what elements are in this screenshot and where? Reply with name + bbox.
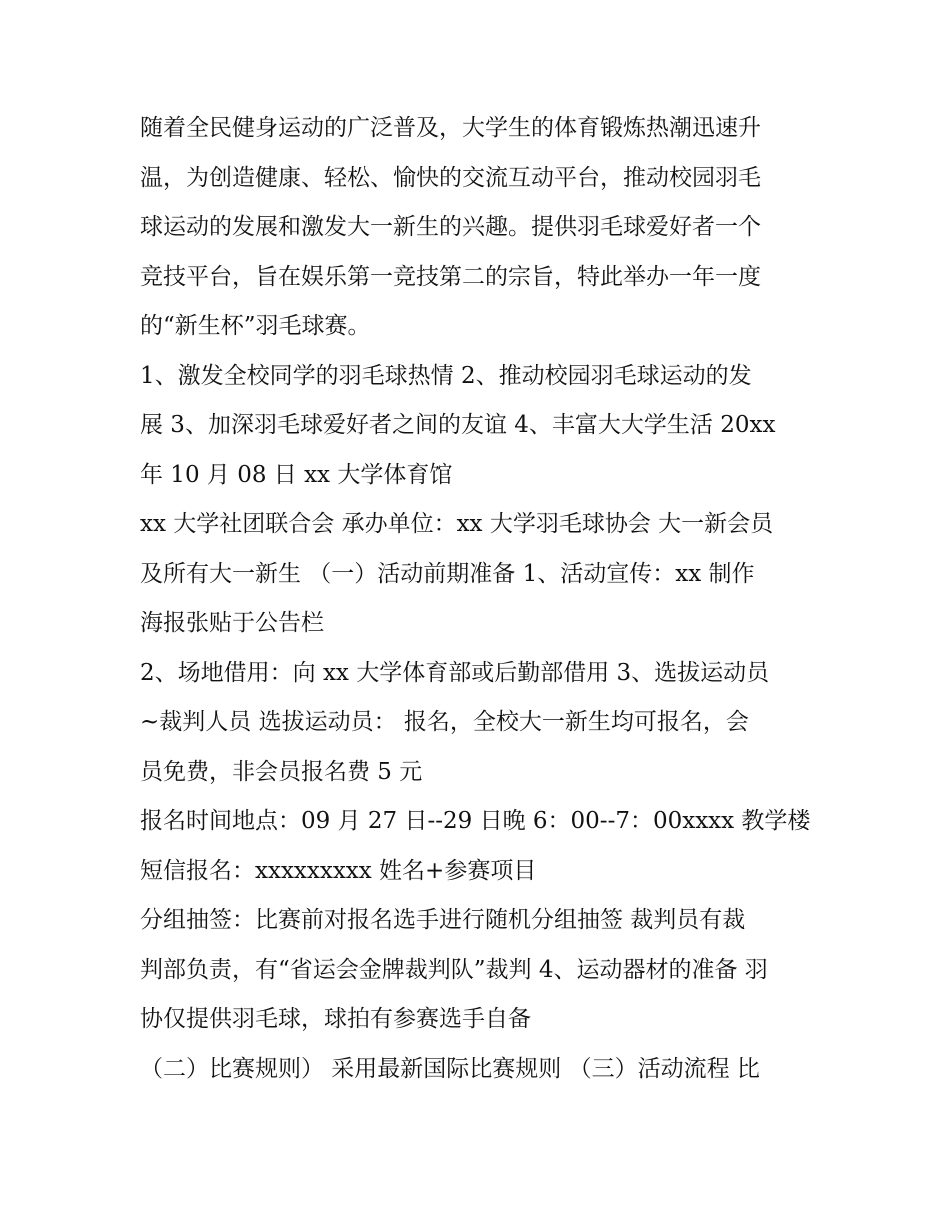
text-line: ~裁判人员 选拔运动员： 报名，全校大一新生均可报名，会 — [140, 709, 749, 735]
text-line: 竞技平台，旨在娱乐第一竞技第二的宗旨，特此举办一年一度 — [140, 263, 761, 290]
text-line: 海报张贴于公告栏 — [140, 610, 324, 636]
document-body — [140, 104, 812, 1094]
text-line: 温，为创造健康、轻松、愉快的交流互动平台，推动校园羽毛 — [140, 164, 761, 191]
text-line: 1、激发全校同学的羽毛球热情 2、推动校园羽毛球运动的发 — [140, 362, 752, 389]
text-line: 球运动的发展和激发大一新生的兴趣。提供羽毛球爱好者一个 — [140, 214, 761, 240]
paragraph-registration-time — [140, 797, 812, 896]
text-line: 展 3、加深羽毛球爱好者之间的友谊 4、丰富大大学生活 20xx — [140, 412, 776, 438]
text-line: 协仅提供羽毛球，球拍有参赛选手自备 — [140, 1006, 531, 1032]
text-line: 报名时间地点：09 月 27 日--29 日晚 6：00--7：00xxxx 教学楼 — [140, 808, 811, 834]
text-line: xx 大学社团联合会 承办单位：xx 大学羽毛球协会 大一新会员 — [140, 511, 774, 537]
paragraph-venue-registration — [140, 649, 812, 798]
text-line: 分组抽签：比赛前对报名选手进行随机分组抽签 裁判员有裁 — [140, 907, 746, 933]
paragraph-purpose — [140, 352, 812, 501]
text-line: 短信报名：xxxxxxxxx 姓名+参赛项目 — [140, 857, 537, 884]
paragraph-intro — [140, 104, 812, 352]
paragraph-draw-referees — [140, 896, 812, 1045]
text-line: 随着全民健身运动的广泛普及，大学生的体育锻炼热潮迅速升 — [140, 115, 761, 141]
text-line: 的“新生杯”羽毛球赛。 — [140, 313, 371, 339]
text-line: 判部负责，有“省运会金牌裁判队”裁判 4、运动器材的准备 羽 — [140, 956, 768, 983]
text-line: （二）比赛规则） 采用最新国际比赛规则 （三）活动流程 比 — [140, 1055, 760, 1082]
paragraph-organizers — [140, 500, 812, 649]
text-line: 年 10 月 08 日 xx 大学体育馆 — [140, 461, 453, 488]
text-line: 员免费，非会员报名费 5 元 — [140, 758, 423, 785]
text-line: 及所有大一新生 （一）活动前期准备 1、活动宣传：xx 制作 — [140, 560, 755, 587]
text-line: 2、场地借用：向 xx 大学体育部或后勤部借用 3、选拔运动员 — [140, 659, 770, 686]
paragraph-rules — [140, 1045, 812, 1095]
